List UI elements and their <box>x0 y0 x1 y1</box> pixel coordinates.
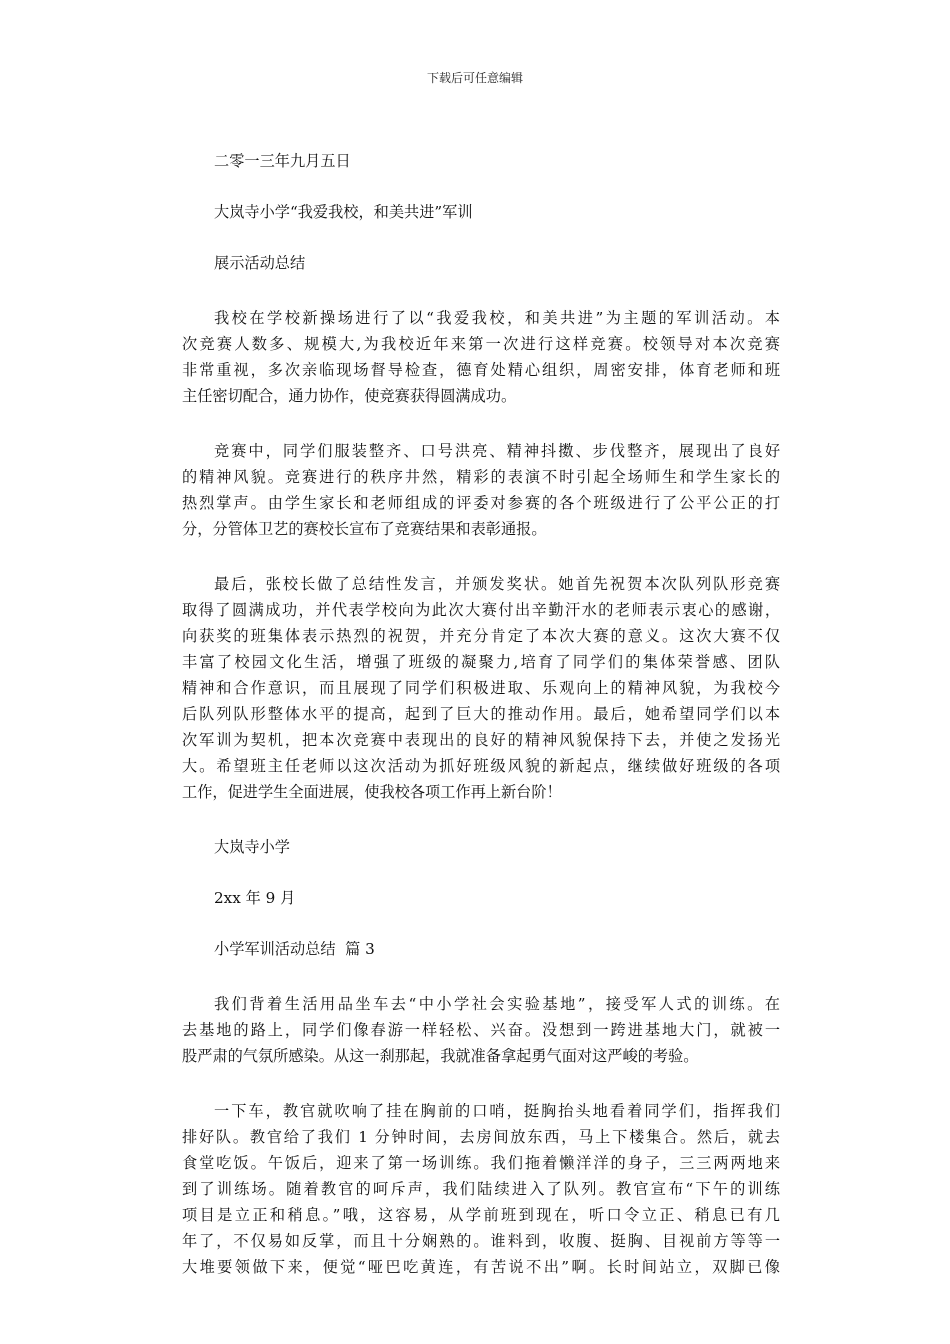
paragraph-line: 取得了圆满成功，并代表学校向为此次大赛付出辛勤汗水的老师表示衷心的感谢， <box>182 601 780 619</box>
paragraph-line: 我们背着生活用品坐车去“中小学社会实验基地”，接受军人式的训练。在 <box>214 995 780 1013</box>
download-note: 下载后可任意编辑 <box>426 71 523 85</box>
paragraph-line: 工作，促进学生全面进展，使我校各项工作再上新台阶！ <box>182 783 562 801</box>
paragraph-line: 竞赛中，同学们服装整齐、口号洪亮、精神抖擞、步伐整齐，展现出了良好 <box>214 442 780 460</box>
paragraph-line: 年了，不仅易如反掌，而且十分娴熟的。谁料到，收腹、挺胸、目视前方等等一 <box>182 1232 780 1250</box>
paragraph-line: 分，分管体卫艺的赛校长宣布了竞赛结果和表彰通报。 <box>182 520 547 538</box>
document-title-line-2: 展示活动总结 <box>214 254 306 272</box>
paragraph-line: 一下车，教官就吹响了挂在胸前的口哨，挺胸抬头地看着同学们，指挥我们 <box>214 1102 780 1120</box>
paragraph-line: 后队列队形整体水平的提高，起到了巨大的推动作用。最后，她希望同学们以本 <box>182 705 780 723</box>
paragraph-line: 精神和合作意识，而且展现了同学们积极进取、乐观向上的精神风貌，为我校今 <box>182 679 780 697</box>
paragraph-line: 次竞赛人数多、规模大,为我校近年来第一次进行这样竞赛。校领导对本次竞赛 <box>182 335 780 353</box>
paragraph-line: 排好队。教官给了我们 1 分钟时间，去房间放东西，马上下楼集合。然后，就去 <box>182 1128 780 1146</box>
paragraph-line: 主任密切配合，通力协作，使竞赛获得圆满成功。 <box>182 387 517 405</box>
paragraph-line: 去基地的路上，同学们像春游一样轻松、兴奋。没想到一跨进基地大门，就被一 <box>182 1021 780 1039</box>
paragraph-1 <box>182 305 780 409</box>
paragraph-line: 大。希望班主任老师以这次活动为抓好班级风貌的新起点，继续做好班级的各项 <box>182 757 780 775</box>
signature: 大岚寺小学 <box>214 838 290 856</box>
section-title: 小学军训活动总结 篇 3 <box>214 940 375 958</box>
paragraph-line: 食堂吃饭。午饭后，迎来了第一场训练。我们拖着懒洋洋的身子，三三两两地来 <box>182 1154 780 1172</box>
paragraph-line: 项目是立正和稍息。”哦，这容易，从学前班到现在，听口令立正、稍息已有几 <box>182 1206 780 1224</box>
paragraph-line: 热烈掌声。由学生家长和老师组成的评委对参赛的各个班级进行了公平公正的打 <box>182 494 780 512</box>
paragraph-line: 大堆要领做下来，便觉“哑巴吃黄连，有苦说不出”啊。长时间站立，双脚已像 <box>182 1258 780 1276</box>
paragraph-5 <box>182 1098 780 1280</box>
paragraph-line: 我校在学校新操场进行了以“我爱我校，和美共进”为主题的军训活动。本 <box>214 309 780 327</box>
paragraph-line: 非常重视，多次亲临现场督导检查，德育处精心组织，周密安排，体育老师和班 <box>182 361 780 379</box>
paragraph-2 <box>182 438 780 542</box>
document-title-line-1: 大岚寺小学“我爱我校，和美共进”军训 <box>214 203 473 221</box>
document-body <box>182 148 780 1280</box>
document-date: 二零一三年九月五日 <box>214 152 351 170</box>
paragraph-line: 最后，张校长做了总结性发言，并颁发奖状。她首先祝贺本次队列队形竞赛 <box>214 575 780 593</box>
signature-date: 2xx 年 9 月 <box>214 889 296 907</box>
paragraph-line: 的精神风貌。竞赛进行的秩序井然，精彩的表演不时引起全场师生和学生家长的 <box>182 468 780 486</box>
paragraph-line: 丰富了校园文化生活，增强了班级的凝聚力,培育了同学们的集体荣誉感、团队 <box>182 653 780 671</box>
paragraph-line: 次军训为契机，把本次竞赛中表现出的良好的精神风貌保持下去，并使之发扬光 <box>182 731 780 749</box>
paragraph-line: 向获奖的班集体表示热烈的祝贺，并充分肯定了本次大赛的意义。这次大赛不仅 <box>182 627 780 645</box>
paragraph-4 <box>182 991 780 1069</box>
paragraph-line: 到了训练场。随着教官的呵斥声，我们陆续进入了队列。教官宣布“下午的训练 <box>182 1180 780 1198</box>
paragraph-line: 股严肃的气氛所感染。从这一刹那起，我就准备拿起勇气面对这严峻的考验。 <box>182 1047 699 1065</box>
paragraph-3 <box>182 571 780 805</box>
